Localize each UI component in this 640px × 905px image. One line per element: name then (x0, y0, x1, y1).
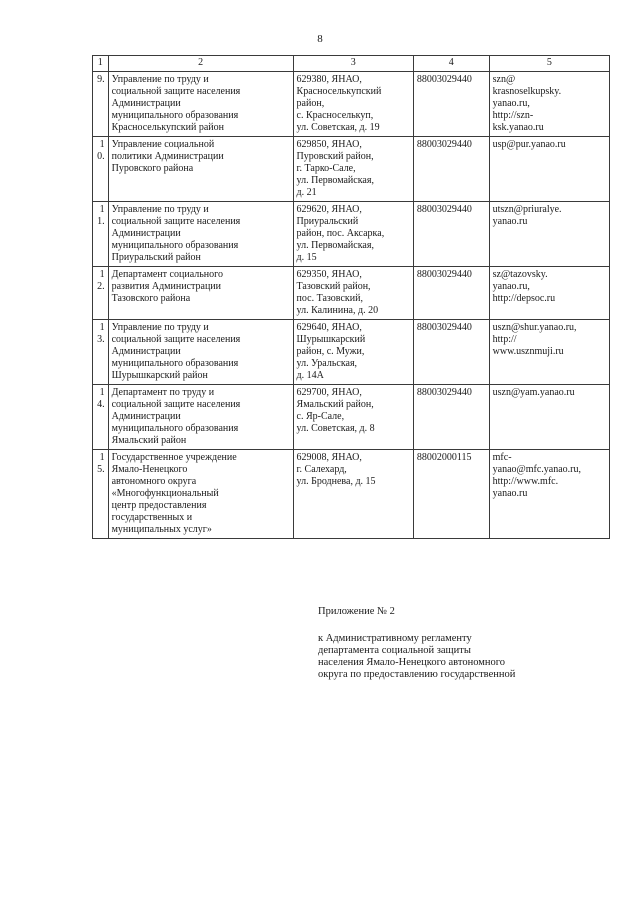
office-name (108, 267, 293, 320)
office-contacts-line: sz@tazovsky. (492, 269, 548, 280)
office-name-line: Ямало-Ненецкого (111, 464, 188, 475)
office-address-line: Красноселькупский (296, 86, 382, 97)
appendix-title: Приложение № 2 (318, 606, 395, 617)
office-address-line: д. 14А (296, 370, 324, 381)
office-contacts-line: mfc- (492, 452, 512, 463)
appendix-line: населения Ямало-Ненецкого автономного (318, 657, 506, 668)
office-contacts (489, 202, 609, 267)
office-name-line: муниципального образования (111, 358, 239, 369)
appendix-block (318, 606, 515, 681)
office-address-line: д. 15 (296, 252, 317, 263)
office-phone: 88003029440 (413, 267, 489, 320)
office-contacts-line: yanao@mfc.yanao.ru, (492, 464, 581, 475)
office-name-line: социальной защите населения (111, 399, 241, 410)
office-name-line: «Многофункциональный (111, 488, 219, 499)
office-name-line: муниципальных услуг» (111, 524, 212, 535)
office-address-line: Шурышкарский (296, 334, 366, 345)
office-name (108, 385, 293, 450)
office-contacts-line: ksk.yanao.ru (492, 122, 544, 133)
office-name-line: Администрации (111, 346, 181, 357)
office-address-line: 629008, ЯНАО, (296, 452, 362, 463)
office-address-line: Пуровский район, (296, 151, 374, 162)
office-name-line: Ямальский район (111, 435, 187, 446)
office-address-line: с. Яр-Сале, (296, 411, 345, 422)
office-address-line: ул. Уральская, (296, 358, 358, 369)
office-address (293, 137, 413, 202)
office-name-line: Шурышкарский район (111, 370, 208, 381)
office-address-line: с. Красноселькуп, (296, 110, 374, 121)
office-address-line: ул. Первомайская, (296, 240, 374, 251)
header-cell: 1 (93, 56, 109, 72)
header-cell: 4 (413, 56, 489, 72)
office-name-line: Администрации (111, 411, 181, 422)
row-number: 10. (93, 137, 109, 202)
office-name-line: Управление по труду и (111, 204, 209, 215)
row-number: 9. (93, 72, 109, 137)
table-row (93, 450, 610, 539)
office-name-line: Управление по труду и (111, 322, 209, 333)
office-address-line: 629350, ЯНАО, (296, 269, 362, 280)
office-address-line: Тазовский район, (296, 281, 371, 292)
office-address-line: 629850, ЯНАО, (296, 139, 362, 150)
table-row (93, 385, 610, 450)
appendix-line: к Административному регламенту (318, 633, 472, 644)
office-contacts-line: http://www.mfc. (492, 476, 559, 487)
office-name-line: Приуральский район (111, 252, 201, 263)
row-number: 14. (93, 385, 109, 450)
office-contacts-line: www.usznmuji.ru (492, 346, 564, 357)
office-contacts (489, 450, 609, 539)
office-phone: 88002000115 (413, 450, 489, 539)
office-address-line: ул. Первомайская, (296, 175, 374, 186)
table-row (93, 137, 610, 202)
table-row (93, 320, 610, 385)
office-name-line: Красноселькупский район (111, 122, 225, 133)
office-name-line: Государственное учреждение (111, 452, 237, 463)
office-address-line: 629700, ЯНАО, (296, 387, 362, 398)
office-name (108, 450, 293, 539)
row-number: 15. (93, 450, 109, 539)
header-cell: 5 (489, 56, 609, 72)
office-phone: 88003029440 (413, 385, 489, 450)
office-contacts-line: yanao.ru, (492, 98, 530, 109)
office-address (293, 385, 413, 450)
table-row (93, 202, 610, 267)
table-row (93, 72, 610, 137)
office-address-line: ул. Броднева, д. 15 (296, 476, 376, 487)
office-contacts-line: http://depsoc.ru (492, 293, 556, 304)
office-address-line: 629380, ЯНАО, (296, 74, 362, 85)
table-header-row (93, 56, 610, 72)
office-contacts-line: uszn@yam.yanao.ru (492, 387, 575, 398)
table-row (93, 267, 610, 320)
office-name-line: центр предоставления (111, 500, 207, 511)
office-name-line: социальной защите населения (111, 216, 241, 227)
office-contacts-line: yanao.ru (492, 216, 528, 227)
office-name (108, 320, 293, 385)
office-address-line: ул. Калинина, д. 20 (296, 305, 379, 316)
office-name-line: Управление социальной (111, 139, 215, 150)
office-contacts-line: krasnoselkupsky. (492, 86, 562, 97)
office-address (293, 202, 413, 267)
office-name-line: государственных и (111, 512, 193, 523)
office-phone: 88003029440 (413, 320, 489, 385)
office-phone: 88003029440 (413, 202, 489, 267)
row-number: 13. (93, 320, 109, 385)
office-contacts-line: usp@pur.yanao.ru (492, 139, 566, 150)
office-contacts (489, 72, 609, 137)
office-contacts-line: http:// (492, 334, 517, 345)
office-address-line: г. Салехард, (296, 464, 347, 475)
header-cell: 2 (108, 56, 293, 72)
office-name-line: муниципального образования (111, 110, 239, 121)
page-number: 8 (317, 33, 323, 45)
office-phone: 88003029440 (413, 72, 489, 137)
office-name-line: Пуровского района (111, 163, 194, 174)
office-address-line: Приуральский (296, 216, 359, 227)
office-name-line: Тазовского района (111, 293, 191, 304)
office-address-line: г. Тарко-Сале, (296, 163, 356, 174)
office-contacts (489, 267, 609, 320)
office-name-line: развития Администрации (111, 281, 221, 292)
office-name-line: автономного округа (111, 476, 197, 487)
office-name-line: Департамент социального (111, 269, 223, 280)
office-name-line: муниципального образования (111, 240, 239, 251)
office-address (293, 267, 413, 320)
office-contacts-line: uszn@shur.yanao.ru, (492, 322, 577, 333)
row-number: 11. (93, 202, 109, 267)
header-cell: 3 (293, 56, 413, 72)
appendix-line: округа по предоставлению государственной (318, 669, 516, 680)
office-address-line: ул. Советская, д. 19 (296, 122, 380, 133)
office-contacts (489, 320, 609, 385)
office-contacts-line: utszn@priuralye. (492, 204, 562, 215)
table-body (93, 72, 610, 539)
office-name-line: муниципального образования (111, 423, 239, 434)
office-name-line: Департамент по труду и (111, 387, 215, 398)
offices-table (92, 55, 610, 539)
office-address-line: пос. Тазовский, (296, 293, 363, 304)
appendix-line: департамента социальной защиты (318, 645, 471, 656)
office-address-line: д. 21 (296, 187, 317, 198)
office-address-line: 629620, ЯНАО, (296, 204, 362, 215)
office-name-line: социальной защите населения (111, 86, 241, 97)
office-contacts (489, 385, 609, 450)
office-address-line: район, пос. Аксарка, (296, 228, 385, 239)
office-name-line: социальной защите населения (111, 334, 241, 345)
office-contacts-line: yanao.ru (492, 488, 528, 499)
office-phone: 88003029440 (413, 137, 489, 202)
office-address (293, 450, 413, 539)
office-address-line: район, с. Мужи, (296, 346, 365, 357)
office-name-line: Администрации (111, 228, 181, 239)
office-contacts-line: yanao.ru, (492, 281, 530, 292)
office-contacts-line: szn@ (492, 74, 516, 85)
office-name-line: Управление по труду и (111, 74, 209, 85)
office-name (108, 202, 293, 267)
office-contacts (489, 137, 609, 202)
office-address-line: ул. Советская, д. 8 (296, 423, 375, 434)
office-address-line: район, (296, 98, 325, 109)
office-name-line: политики Администрации (111, 151, 224, 162)
office-name (108, 137, 293, 202)
appendix-text (318, 633, 515, 681)
office-address (293, 320, 413, 385)
row-number: 12. (93, 267, 109, 320)
office-address (293, 72, 413, 137)
office-contacts-line: http://szn- (492, 110, 534, 121)
office-address-line: 629640, ЯНАО, (296, 322, 362, 333)
office-name-line: Администрации (111, 98, 181, 109)
office-address-line: Ямальский район, (296, 399, 374, 410)
office-name (108, 72, 293, 137)
